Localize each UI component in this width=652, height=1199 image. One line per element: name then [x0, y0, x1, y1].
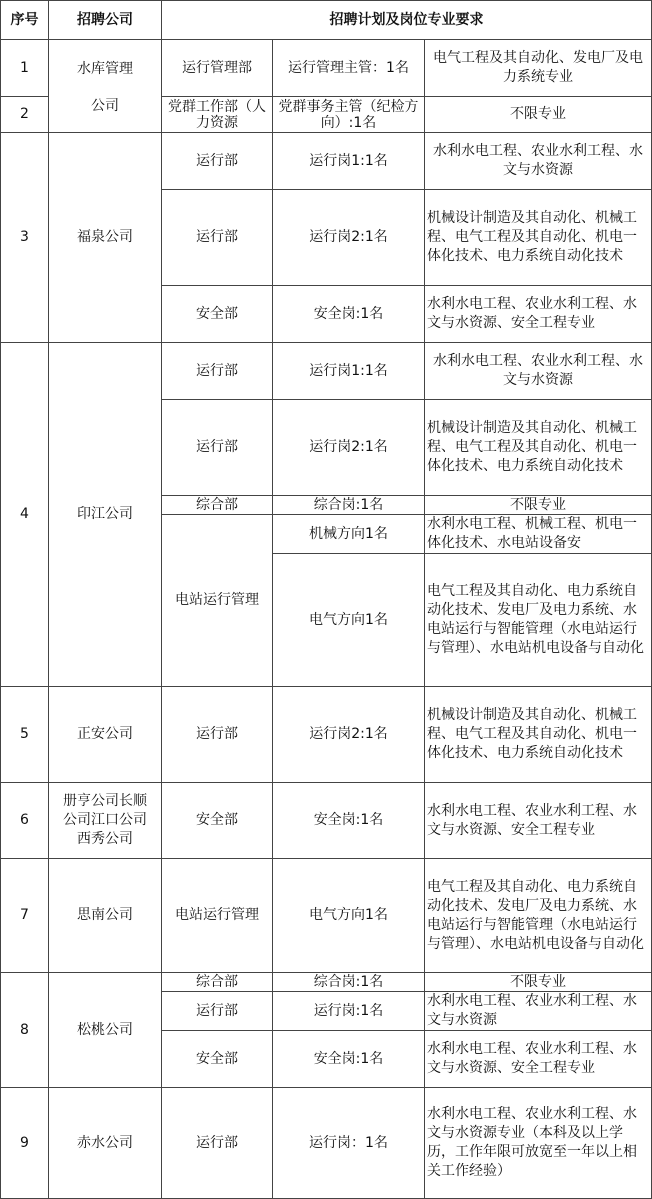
post-cell: 综合岗:1名 [273, 496, 425, 515]
company-cell: 正安公司 [49, 687, 162, 783]
table-row [1, 973, 652, 992]
post-cell: 运行岗2:1名 [273, 190, 425, 286]
post-cell: 安全岗:1名 [273, 783, 425, 859]
dept-cell: 安全部 [162, 286, 273, 343]
header-company: 招聘公司 [49, 1, 162, 40]
table-row [1, 40, 652, 97]
dept-cell: 运行部 [162, 992, 273, 1031]
company-cell: 松桃公司 [49, 973, 162, 1088]
seq-cell: 7 [1, 859, 49, 973]
seq-cell: 3 [1, 133, 49, 343]
company-cell: 印江公司 [49, 343, 162, 687]
dept-cell: 运行部 [162, 133, 273, 190]
post-cell: 运行岗2:1名 [273, 400, 425, 496]
post-cell: 运行岗：1名 [273, 1088, 425, 1199]
requirement-cell: 机械设计制造及其自动化、机械工程、电气工程及其自动化、机电一体化技术、电力系统自动化技术 [425, 687, 652, 783]
dept-cell: 综合部 [162, 973, 273, 992]
table-row [1, 343, 652, 400]
requirement-cell: 水利水电工程、农业水利工程、水文与水资源、安全工程专业 [425, 286, 652, 343]
dept-cell: 安全部 [162, 1031, 273, 1088]
requirement-cell: 水利水电工程、农业水利工程、水文与水资源 [425, 133, 652, 190]
table-row [1, 859, 652, 973]
post-cell: 电气方向1名 [273, 859, 425, 973]
requirement-cell: 水利水电工程、农业水利工程、水文与水资源 [425, 343, 652, 400]
dept-cell: 综合部 [162, 496, 273, 515]
table-row [1, 783, 652, 859]
post-cell: 电气方向1名 [273, 554, 425, 687]
seq-cell: 4 [1, 343, 49, 687]
seq-cell: 5 [1, 687, 49, 783]
dept-cell: 运行管理部 [162, 40, 273, 97]
company-cell: 赤水公司 [49, 1088, 162, 1199]
post-cell: 运行岗:1名 [273, 992, 425, 1031]
company-cell: 思南公司 [49, 859, 162, 973]
seq-cell: 9 [1, 1088, 49, 1199]
requirement-cell: 水利水电工程、农业水利工程、水文与水资源、安全工程专业 [425, 783, 652, 859]
dept-cell: 运行部 [162, 400, 273, 496]
company-cell [49, 40, 162, 133]
post-cell: 运行管理主管：1名 [273, 40, 425, 97]
dept-cell: 运行部 [162, 343, 273, 400]
dept-cell: 电站运行管理 [162, 515, 273, 687]
requirement-cell: 水利水电工程、农业水利工程、水文与水资源 [425, 992, 652, 1031]
post-cell: 党群事务主管（纪检方向）:1名 [273, 97, 425, 133]
post-cell: 机械方向1名 [273, 515, 425, 554]
table-row [1, 687, 652, 783]
post-cell: 安全岗:1名 [273, 1031, 425, 1088]
requirement-cell: 水利水电工程、农业水利工程、水文与水资源专业（本科及以上学历，工作年限可放宽至一年以上相关工作经验） [425, 1088, 652, 1199]
seq-cell: 1 [1, 40, 49, 97]
requirement-cell: 机械设计制造及其自动化、机械工程、电气工程及其自动化、机电一体化技术、电力系统自动化技术 [425, 190, 652, 286]
seq-cell: 6 [1, 783, 49, 859]
dept-cell: 运行部 [162, 687, 273, 783]
requirement-cell: 电气工程及其自动化、电力系统自动化技术、发电厂及电力系统、水电站运行与智能管理（水电站运行与管理）、水电站机电设备与自动化 [425, 859, 652, 973]
dept-cell: 运行部 [162, 190, 273, 286]
company-cell: 福泉公司 [49, 133, 162, 343]
requirement-cell: 电气工程及其自动化、电力系统自动化技术、发电厂及电力系统、水电站运行与智能管理（水电站运行与管理）、水电站机电设备与自动化 [425, 554, 652, 687]
company-name-line: 水库管理 [77, 61, 133, 77]
post-cell: 安全岗:1名 [273, 286, 425, 343]
dept-cell: 运行部 [162, 1088, 273, 1199]
requirement-cell: 电气工程及其自动化、发电厂及电力系统专业 [425, 40, 652, 97]
requirement-cell: 不限专业 [425, 97, 652, 133]
requirement-cell: 水利水电工程、机械工程、机电一体化技术、水电站设备安 [425, 515, 652, 554]
post-cell: 运行岗1:1名 [273, 343, 425, 400]
company-name-line: 公司 [91, 98, 119, 114]
requirement-cell: 不限专业 [425, 496, 652, 515]
post-cell: 运行岗2:1名 [273, 687, 425, 783]
dept-cell: 电站运行管理 [162, 859, 273, 973]
requirement-cell: 不限专业 [425, 973, 652, 992]
dept-cell: 安全部 [162, 783, 273, 859]
dept-cell: 党群工作部（人力资源 [162, 97, 273, 133]
header-plan: 招聘计划及岗位专业要求 [162, 1, 652, 40]
post-cell: 综合岗:1名 [273, 973, 425, 992]
company-cell: 册亨公司长顺公司江口公司西秀公司 [49, 783, 162, 859]
requirement-cell: 机械设计制造及其自动化、机械工程、电气工程及其自动化、机电一体化技术、电力系统自动化技术 [425, 400, 652, 496]
post-cell: 运行岗1:1名 [273, 133, 425, 190]
seq-cell: 2 [1, 97, 49, 133]
requirement-cell: 水利水电工程、农业水利工程、水文与水资源、安全工程专业 [425, 1031, 652, 1088]
header-row [1, 1, 652, 40]
header-seq: 序号 [1, 1, 49, 40]
table-row [1, 133, 652, 190]
table-row [1, 1088, 652, 1199]
seq-cell: 8 [1, 973, 49, 1088]
